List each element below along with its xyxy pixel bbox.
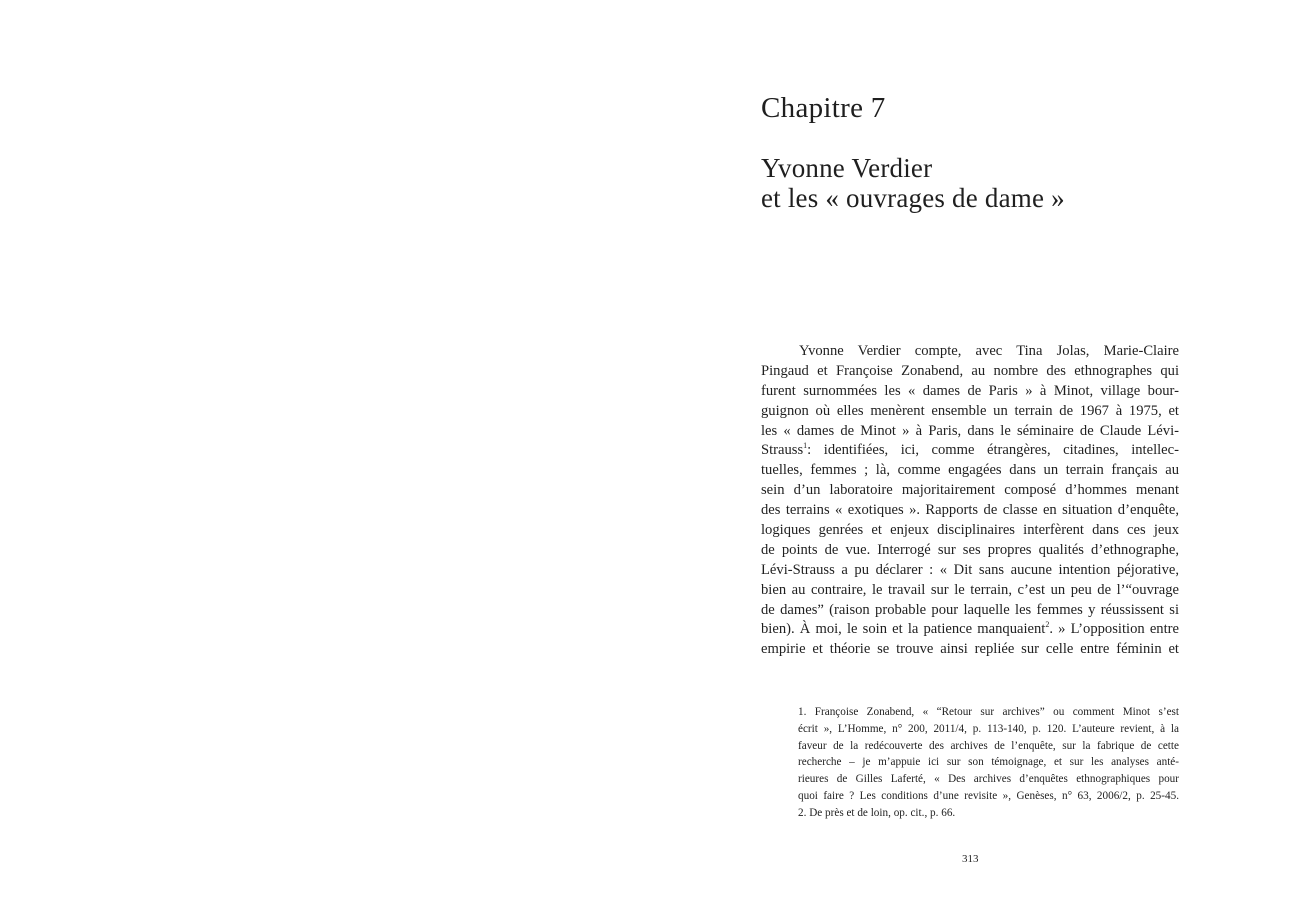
body-line: Strauss$^1$: identifiées, ici, comme étrangères, citadines, intellec- [761, 441, 1179, 459]
footnote-line: rieures de Gilles Laferté, « Des archives d’enquêtes ethnographiques pour [798, 773, 1179, 786]
body-line: guignon où elles menèrent ensemble un terrain de 1967 à 1975, et [761, 402, 1179, 419]
body-line: de dames” (raison probable pour laquelle les femmes y réussissent si [761, 601, 1179, 618]
chapter-label: Chapitre 7 [761, 92, 886, 124]
footnote-line: recherche – je m’appuie ici sur son témoignage, et sur les analyses anté- [798, 756, 1179, 769]
body-line: bien). À moi, le soin et la patience manquaient$^2$. » L’opposition entre [761, 620, 1179, 638]
body-line: bien au contraire, le travail sur le terrain, c’est un peu de l’“ouvrage [761, 581, 1179, 598]
footnote-line: quoi faire ? Les conditions d’une revisite », Genèses, n° 63, 2006/2, p. 25-45. [798, 789, 1179, 802]
chapter-title-line: et les « ouvrages de dame » [761, 183, 1065, 213]
footnote-ref: 2 [1045, 620, 1050, 630]
body-line: sein d’un laboratoire majoritairement composé d’hommes menant [761, 482, 1179, 499]
footnotes [798, 704, 1179, 822]
body-line: tuelles, femmes ; là, comme engagées dans un terrain français au [761, 462, 1179, 479]
right-page [646, 0, 1293, 913]
body-line: de points de vue. Interrogé sur ses propres qualités d’ethnographe, [761, 541, 1179, 558]
body-line: furent surnommées les « dames de Paris » à Minot, village bour- [761, 382, 1179, 399]
body-paragraph [761, 342, 1179, 660]
body-line: logiques genrées et enjeux disciplinaires interfèrent dans ces jeux [761, 522, 1179, 539]
chapter-title [761, 153, 1065, 213]
page-number: 313 [962, 853, 979, 865]
body-line: empirie et théorie se trouve ainsi repliée sur celle entre féminin et [761, 641, 1179, 658]
chapter-title-line: Yvonne Verdier [761, 153, 933, 183]
left-blank-page [0, 0, 646, 913]
footnote-ref: 1 [803, 441, 808, 451]
footnote-line: écrit », L’Homme, n° 200, 2011/4, p. 113-140, p. 120. L’auteure revient, à la [798, 722, 1179, 735]
footnote-line: faveur de la redécouverte des archives de l’enquête, sur la fabrique de cette [798, 739, 1179, 752]
body-line: les « dames de Minot » à Paris, dans le séminaire de Claude Lévi- [761, 422, 1179, 439]
body-line: Yvonne Verdier compte, avec Tina Jolas, Marie-Claire [799, 343, 1179, 359]
body-line: des terrains « exotiques ». Rapports de classe en situation d’enquête, [761, 502, 1179, 519]
footnote-line: 1. Françoise Zonabend, « “Retour sur archives” ou comment Minot s’est [798, 706, 1179, 718]
footnote-line: 2. De près et de loin, op. cit., p. 66. [798, 806, 956, 819]
body-line: Pingaud et Françoise Zonabend, au nombre des ethnographes qui [761, 362, 1179, 379]
body-line: Lévi-Strauss a pu déclarer : « Dit sans aucune intention péjorative, [761, 561, 1179, 578]
